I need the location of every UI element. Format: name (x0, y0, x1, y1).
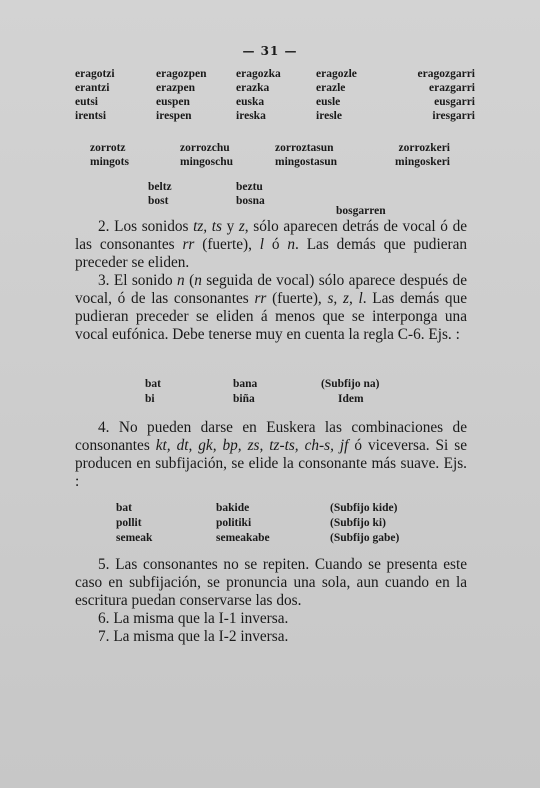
table-cell: erazgarri (429, 82, 475, 94)
word-table-1 (75, 67, 475, 123)
table-cell: eragozka (236, 68, 281, 80)
table-cell: bost (148, 195, 169, 207)
table-row: bi biña Idem (145, 393, 364, 405)
rules-block-3 (75, 556, 467, 646)
table-row: semeak semeakabe (Subfijo gabe) (116, 532, 400, 544)
example-table-2 (116, 501, 399, 546)
table-cell: zorrotz (90, 142, 126, 154)
word-table-3 (148, 180, 408, 217)
table-cell: mingots (90, 156, 129, 168)
table-cell: zorroztasun (275, 142, 334, 154)
table-cell: eragotzi (75, 68, 115, 80)
page-number: — 31 — (242, 44, 298, 58)
table-cell: eragozgarri (417, 68, 475, 80)
word-table-2 (90, 141, 450, 169)
table-cell: irentsi (75, 110, 107, 122)
table-cell: beltz (148, 181, 172, 193)
table-cell: euspen (156, 96, 190, 108)
table-cell: mingostasun (275, 156, 337, 168)
table-cell: mingoskeri (395, 156, 450, 168)
rule-paragraph-3: 3. El sonido n (n seguida de vocal) sólo aparece después de vocal, ó de las consonantes rr (fuerte), s, z, l. Las demás que pudieran preceder se eliden á menos que se interponga una vocal eufónica. Debe tenerse muy en cuenta la regla C-6. Ejs. : (75, 272, 468, 343)
table-cell: bosna (236, 195, 265, 207)
table-cell: zorrozkeri (398, 142, 450, 154)
table-cell: eusle (316, 96, 341, 108)
table-cell: irespen (156, 110, 192, 122)
table-cell: euska (236, 96, 265, 108)
table-cell: iresle (316, 110, 342, 122)
table-cell: eragozle (316, 68, 357, 80)
table-cell: eusgarri (434, 96, 475, 108)
table-cell: erazle (316, 82, 346, 94)
table-cell: mingoschu (180, 156, 234, 168)
table-cell: erazka (236, 82, 270, 94)
table-row: pollit politiki (Subfijo ki) (116, 517, 386, 529)
rules-block-2 (75, 419, 467, 491)
rule-paragraph-5: 5. Las consonantes no se repiten. Cuando se presenta este caso en subfijación, se pronuncia una sola, aun cuando en la escritura puedan conservarse las dos. (75, 556, 467, 609)
table-cell: beztu (236, 181, 263, 193)
rule-paragraph-2: 2. Los sonidos tz, ts y z, sólo aparecen detrás de vocal ó de las consonantes rr (fuerte), l ó n. Las demás que pudieran preceder se eliden. (75, 218, 468, 271)
example-table-1 (145, 377, 379, 407)
table-cell: erazpen (156, 82, 195, 94)
rules-block-1 (75, 218, 467, 344)
rule-paragraph-6: 6. La misma que la I-1 inversa. (98, 610, 289, 627)
table-cell: erantzi (75, 82, 110, 94)
rule-paragraph-7: 7. La misma que la I-2 inversa. (98, 628, 289, 645)
table-cell: eragozpen (156, 68, 207, 80)
table-cell: ireska (236, 110, 266, 122)
table-row: bat bakide (Subfijo kide) (116, 502, 398, 514)
table-cell: bosgarren (336, 205, 386, 217)
table-cell: iresgarri (432, 110, 475, 122)
table-row: bat bana (Subfijo na) (145, 378, 380, 390)
rule-paragraph-4: 4. No pueden darse en Euskera las combinaciones de consonantes kt, dt, gk, bp, zs, tz-ts, ch-s, jf ó viceversa. Si se producen en subfijación, se elide la consonante más suave. Ejs. : (75, 419, 468, 490)
table-cell: zorrozchu (180, 142, 230, 154)
table-cell: eutsi (75, 96, 98, 108)
